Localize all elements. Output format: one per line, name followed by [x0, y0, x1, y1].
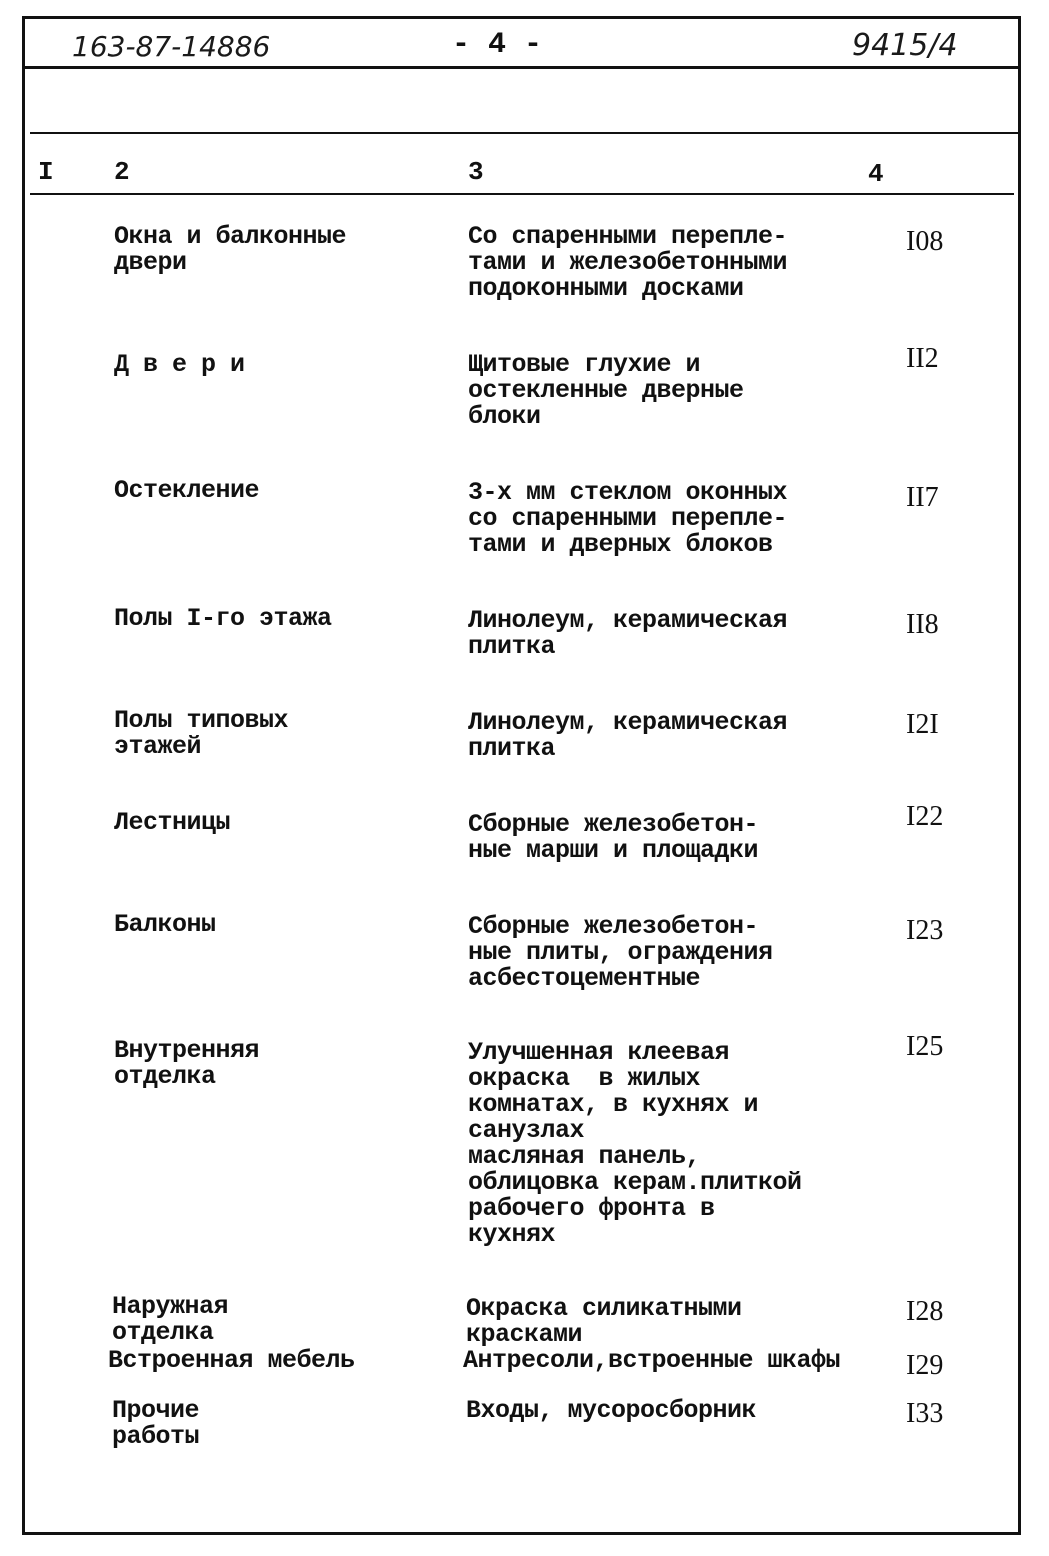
row-5-page: I2I — [906, 709, 939, 740]
column-header-4: 4 — [868, 159, 884, 189]
row-8-page: I25 — [906, 1031, 944, 1062]
row-11-page: I33 — [906, 1398, 944, 1429]
column-header-3: 3 — [468, 157, 484, 187]
row-6-page: I22 — [906, 801, 944, 832]
row-2-page: II2 — [906, 343, 939, 374]
row-3-name: Остекление — [114, 476, 260, 505]
row-10-description: Антресоли,встроенные шкафы — [463, 1346, 841, 1375]
row-2-description: Щитовые глухие и остекленные дверные блоки — [468, 350, 744, 431]
row-7-page: I23 — [906, 915, 944, 946]
row-2-name: Д в е р и — [114, 350, 245, 379]
row-1-page: I08 — [906, 226, 944, 257]
row-4-page: II8 — [906, 609, 939, 640]
column-header-2: 2 — [114, 157, 130, 187]
row-10-name: Встроенная мебель — [108, 1346, 355, 1375]
column-header-1: I — [38, 157, 54, 187]
row-5-description: Линолеум, керамическая плитка — [468, 708, 788, 763]
table-top-rule — [30, 132, 1020, 134]
row-7-name: Балконы — [114, 910, 216, 939]
row-3-page: II7 — [906, 482, 939, 513]
row-7-description: Сборные железобетон- ные плиты, ограждения асбестоцементные — [468, 912, 773, 993]
row-4-description: Линолеум, керамическая плитка — [468, 606, 788, 661]
row-8-name: Внутренняя отделка — [114, 1036, 260, 1091]
row-8-description: Улучшенная клеевая окраска в жилых комнатах, в кухнях и санузлах масляная панель, облицовка керам.плиткой рабочего фронта в кухнях — [468, 1038, 802, 1249]
row-5-name: Полы типовых этажей — [114, 706, 289, 761]
row-3-description: 3-х мм стеклом оконных со спаренными перепле- тами и дверных блоков — [468, 478, 788, 559]
row-11-name: Прочие работы — [112, 1396, 200, 1451]
row-11-description: Входы, мусоросборник — [466, 1396, 757, 1425]
row-1-name: Окна и балконные двери — [114, 222, 347, 277]
header-row-rule — [30, 193, 1014, 195]
page-number: - 4 - — [452, 28, 543, 62]
row-6-description: Сборные железобетон- ные марши и площадки — [468, 810, 759, 865]
row-9-page: I28 — [906, 1296, 944, 1327]
document-code-right: 9415/4 — [852, 28, 958, 63]
row-10-page: I29 — [906, 1350, 944, 1381]
header-divider — [22, 66, 1021, 69]
row-9-description: Окраска силикатными красками — [466, 1294, 742, 1349]
row-6-name: Лестницы — [114, 808, 231, 837]
row-9-name: Наружная отделка — [112, 1292, 229, 1347]
row-1-description: Со спаренными перепле- тами и железобетонными подоконными досками — [468, 222, 788, 303]
row-4-name: Полы I-го этажа — [114, 604, 332, 633]
document-code-left: 163-87-14886 — [72, 30, 271, 63]
